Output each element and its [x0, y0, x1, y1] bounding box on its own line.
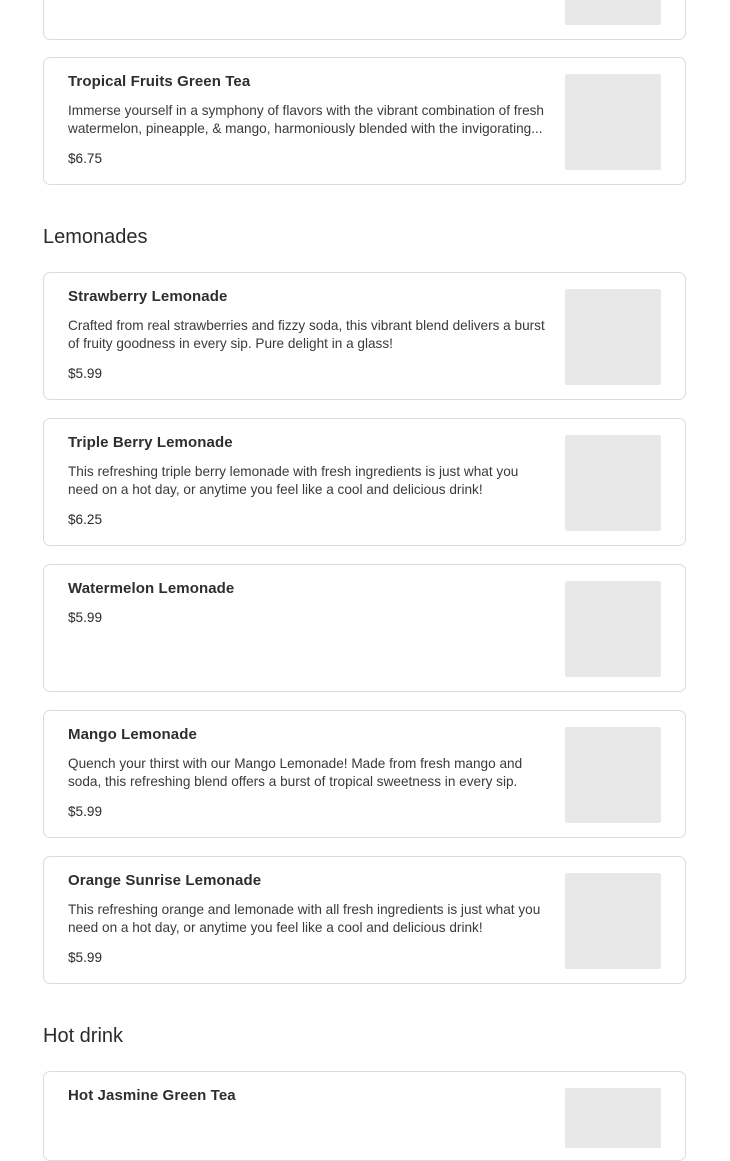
menu-item-name: Tropical Fruits Green Tea — [68, 73, 251, 90]
menu-item-name: Hot Jasmine Green Tea — [68, 1087, 236, 1104]
menu-item-card[interactable] — [43, 418, 686, 546]
menu-item-price: $5.99 — [68, 610, 103, 625]
menu-item-name: Watermelon Lemonade — [68, 580, 235, 597]
menu-item-text — [68, 73, 552, 168]
menu-item-text — [68, 580, 552, 627]
menu-item-price: $6.75 — [68, 151, 103, 166]
menu-item-text — [68, 872, 552, 967]
menu-item-image — [565, 435, 661, 531]
menu-item-image — [565, 74, 661, 170]
menu-item-card[interactable] — [43, 57, 686, 185]
menu-item-image — [565, 289, 661, 385]
menu-item-price: $6.25 — [68, 512, 103, 527]
menu-item-text — [68, 434, 552, 529]
menu-item-price: $5.99 — [68, 804, 103, 819]
menu-item-description: Crafted from real strawberries and fizzy soda, this vibrant blend delivers a burst of fruity goodness in every sip. Pure delight in a glass! — [68, 318, 545, 351]
menu-item-description: This refreshing orange and lemonade with all fresh ingredients is just what you need on a hot day, or anytime you feel like a cool and delicious drink! — [68, 902, 541, 935]
menu-item-card[interactable] — [43, 1071, 686, 1161]
menu-item-card[interactable] — [43, 272, 686, 400]
menu-item-card[interactable] — [43, 564, 686, 692]
menu-item-price: $5.99 — [68, 366, 103, 381]
menu-item-card[interactable] — [43, 710, 686, 838]
menu-item-image — [565, 727, 661, 823]
menu-item-name: Strawberry Lemonade — [68, 288, 228, 305]
menu-item-image — [565, 0, 661, 25]
menu-item-description: Quench your thirst with our Mango Lemonade! Made from fresh mango and soda, this refreshing blend offers a burst of tropical sweetness in every sip. — [68, 756, 523, 789]
section-title: Lemonades — [43, 226, 148, 248]
menu-item-image — [565, 581, 661, 677]
menu-item-price: $5.99 — [68, 950, 103, 965]
section-title: Hot drink — [43, 1025, 124, 1047]
menu-item-text — [68, 726, 552, 821]
menu-item-text — [68, 1087, 552, 1105]
menu-item-description: This refreshing triple berry lemonade with fresh ingredients is just what you need on a hot day, or anytime you feel like a cool and delicious drink! — [68, 464, 519, 497]
menu-item-image — [565, 873, 661, 969]
menu-item-name: Orange Sunrise Lemonade — [68, 872, 262, 889]
menu-item-description: Immerse yourself in a symphony of flavors with the vibrant combination of fresh watermelon, pineapple, & mango, harmoniously blended with the invigorating... — [68, 103, 544, 136]
menu-item-card[interactable] — [43, 856, 686, 984]
menu-item-card[interactable] — [43, 0, 686, 40]
menu-item-name: Triple Berry Lemonade — [68, 434, 233, 451]
menu-item-text — [68, 288, 552, 383]
menu-item-name: Mango Lemonade — [68, 726, 197, 743]
menu-item-image — [565, 1088, 661, 1148]
